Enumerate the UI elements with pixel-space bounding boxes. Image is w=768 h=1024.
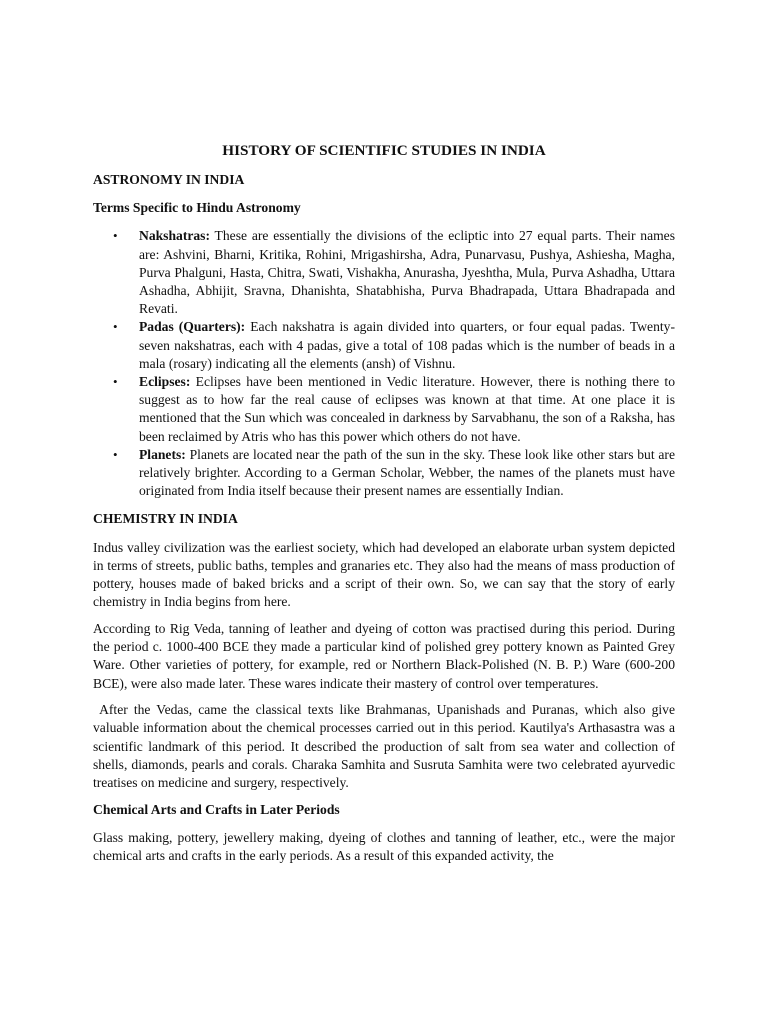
bullet-icon: • [113,228,118,244]
bullet-icon: • [113,446,118,462]
term-description: Eclipses have been mentioned in Vedic literature. However, there is nothing there to suggest as to how far the real cause of eclipses was known at that time. At one place it is mentioned that the Sun which was concealed in darkness by Sarvabhanu, the son of a Raksha, has been reclaimed by Atris who has this power which others do not have. [139,374,675,444]
section-heading-chemistry: CHEMISTRY IN INDIA [93,511,238,527]
list-item [93,446,675,501]
bullet-icon: • [113,319,118,335]
bullet-icon: • [113,374,118,390]
list-item [93,318,675,373]
subheading-chemical-arts: Chemical Arts and Crafts in Later Periods [93,801,340,817]
term-name: Planets: [139,446,186,462]
term-name: Nakshatras: [139,228,210,244]
subheading-hindu-astronomy-terms: Terms Specific to Hindu Astronomy [93,200,301,216]
astronomy-terms-list [93,227,675,500]
chemistry-paragraph-indus: Indus valley civilization was the earliest society, which had developed an elaborate urban system depicted in terms of streets, public baths, temples and granaries etc. They also had the means of mass production of pottery, houses made of baked bricks and a script of their own. So, we can say that the story of early chemistry in India begins from here. [93,539,675,610]
section-heading-astronomy: ASTRONOMY IN INDIA [93,172,245,187]
list-item [93,373,675,446]
chemistry-paragraph-rig-veda: According to Rig Veda, tanning of leather and dyeing of cotton was practised during this period. During the period c. 1000-400 BCE they made a particular kind of polished grey pottery known as Painted Grey Ware. Other varieties of pottery, for example, red or Northern Black-Polished (N. B. P.) Ware (600-200 BCE), were also made later. These wares indicate their mastery of control over temperatures. [93,620,675,691]
term-name: Eclipses: [139,374,191,390]
chemistry-paragraph-later-periods: Glass making, pottery, jewellery making, dyeing of clothes and tanning of leather, etc., were the major chemical arts and crafts in the early periods. As a result of this expanded activity, the [93,830,675,864]
document-title: HISTORY OF SCIENTIFIC STUDIES IN INDIA [222,142,546,159]
document-page [93,141,679,874]
chemistry-paragraph-classical-texts: After the Vedas, came the classical texts like Brahmanas, Upanishads and Puranas, which also give valuable information about the chemical processes carried out in this period. Kautilya's Arthasastra was a scientific landmark of this period. It described the production of salt from sea water and collection of shells, diamonds, pearls and corals. Charaka Samhita and Susruta Samhita were two celebrated ayurvedic treatises on medicine and surgery, respectively. [93,702,679,791]
list-item [93,227,675,318]
term-description: Each nakshatra is again divided into quarters, or four equal padas. Twenty-seven nakshatras, each with 4 padas, give a total of 108 padas which is the number of beads in a mala (rosary) indicating all the elements (ansh) of Vishnu. [139,319,675,371]
term-name: Padas (Quarters): [139,319,246,335]
term-description: These are essentially the divisions of the ecliptic into 27 equal parts. Their names are: Ashvini, Bharni, Kritika, Rohini, Mrigashirsha, Adra, Punarvasu, Pushya, Ashiesha, Magha, Purva Phalguni, Hasta, Chitra, Swati, Vishakha, Anurasha, Jyeshtha, Mula, Purva Ashadha, Uttara Ashadha, Abhijit, Sravna, Dhanishta, Shatabhisha, Purva Bhadrapada, Uttara Bhadrapada and Revati. [139,228,675,317]
term-description: Planets are located near the path of the sun in the sky. These look like other stars but are relatively brighter. According to a German Scholar, Webber, the names of the planets must have originated from India itself because their present names are essentially Indian. [139,446,675,499]
